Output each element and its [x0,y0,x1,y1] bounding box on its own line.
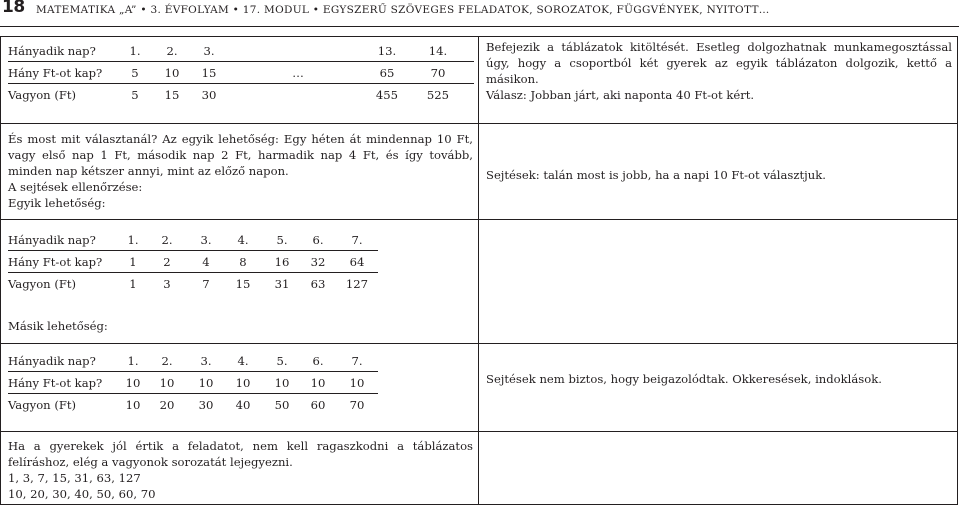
footer-text: Ha a gyerekek jól értik a feladatot, nem kell ragaszkodni a táblázatos felíráshoz, elég a vagyonok sorozatát lejegyezni. [8,439,473,469]
table-cell: 127 [336,273,378,295]
table-cell: 10 [222,372,264,394]
note-instructions: Befejezik a táblázatok kitöltését. Esetleg dolgozhatnak munkamegosztással úgy, hogy a csoportból két gyerek az egyik táblázaton dolgozik, kettő a másikon. [486,40,952,86]
table-cell: 20 [144,394,190,416]
section-divider-1 [0,123,958,124]
table-cell: 455 [372,84,402,106]
row-label: Hányadik nap? [8,43,96,58]
table-cell: 5 [120,84,150,106]
table-cell: 70 [402,62,474,84]
table-cell: 8 [222,251,264,273]
column-divider [478,36,479,505]
table-cell: 63 [300,273,336,295]
table-cell: 60 [300,394,336,416]
table-cell: 3. [203,43,215,58]
table-cell: … [224,62,372,84]
table-cell: 13. [377,43,397,58]
table-row [8,229,378,251]
table-cell: 10 [190,372,222,394]
section-divider-3 [0,343,958,344]
table-doubling [8,229,378,294]
section-divider-2 [0,219,958,220]
row-label: Hányadik nap? [8,353,96,368]
table-cell: 10 [122,394,144,416]
table-row [8,84,474,106]
row-label: Hányadik nap? [8,232,96,247]
table-cell: 10 [144,372,190,394]
table-cell: 1. [127,232,139,247]
table-cell: 15 [222,273,264,295]
table-cell: 7. [351,353,363,368]
table-cell: 10 [122,372,144,394]
table-cell: 15 [194,62,224,84]
table-cell: 50 [264,394,300,416]
table-cell: 1. [127,353,139,368]
table-cell: 7. [351,232,363,247]
table-cell: 5 [120,62,150,84]
guess-followup-note: Sejtések nem biztos, hogy beigazolódtak. Okkeresések, indoklások. [486,372,882,386]
table-cell: 10 [264,372,300,394]
sequence-doubling: 1, 3, 7, 15, 31, 63, 127 [8,471,141,485]
table-cell: 525 [402,84,474,106]
table-constant [8,350,378,415]
table-cell: 10 [300,372,336,394]
table-row [8,40,474,62]
table-cell: 1. [129,43,141,58]
table-cell: 64 [336,251,378,273]
row-label: Vagyon (Ft) [8,273,122,295]
table-cell: 40 [222,394,264,416]
table-cell: 30 [190,394,222,416]
table-cell: 65 [372,62,402,84]
table-row [8,62,474,84]
table-cell: 1 [122,251,144,273]
table-cell: 4 [190,251,222,273]
table-cell: 31 [264,273,300,295]
option1-label: Egyik lehetőség: [8,196,106,210]
table-cell: 14. [428,43,448,58]
table-row [8,372,378,394]
footer-note [8,438,473,502]
table-cell: 6. [312,353,324,368]
table-cell: 2. [166,43,178,58]
table-cell: 10 [150,62,194,84]
row-label: Vagyon (Ft) [8,394,122,416]
table-cell: 6. [312,232,324,247]
table-cell: 7 [190,273,222,295]
running-title: MATEMATIKA „A” • 3. ÉVFOLYAM • 17. MODUL • EGYSZERŰ SZÖVEGES FELADATOK, SOROZATOK, FÜGGVÉNYEK, NYITOTT… [36,4,770,16]
row-label: Hány Ft-ot kap? [8,251,122,273]
table-cell: 32 [300,251,336,273]
table-cell: 2. [161,232,173,247]
guess-note: Sejtések: talán most is jobb, ha a napi 10 Ft-ot választjuk. [486,168,826,182]
table-cell: 15 [150,84,194,106]
table-cell: 2. [161,353,173,368]
table-cell: 10 [336,372,378,394]
check-label: A sejtések ellenőrzése: [8,180,143,194]
option2-label: Másik lehetőség: [8,319,108,333]
table-week-5ft [8,40,474,105]
note-answer: Válasz: Jobban járt, aki naponta 40 Ft-ot kért. [486,88,755,102]
question-text: És most mit választanál? Az egyik lehetőség: Egy héten át mindennap 10 Ft, vagy első nap 1 Ft, második nap 2 Ft, harmadik nap 4 Ft, és így tovább, minden nap kétszer annyi, mint az előző napon. [8,132,473,178]
page-number: 18 [2,0,25,17]
table-row [8,251,378,273]
table-cell [224,40,372,62]
table-row [8,273,378,295]
row-label: Hány Ft-ot kap? [8,62,120,84]
table-cell: 3 [144,273,190,295]
table-cell: 1 [122,273,144,295]
table-row [8,394,378,416]
sequence-constant: 10, 20, 30, 40, 50, 60, 70 [8,487,156,501]
table-cell: 4. [237,232,249,247]
table-cell: 70 [336,394,378,416]
section-divider-4 [0,431,958,432]
table-cell: 3. [200,232,212,247]
table-cell: 2 [144,251,190,273]
table-row [8,350,378,372]
table-cell: 16 [264,251,300,273]
teacher-note-1 [486,39,952,103]
table-cell: 5. [276,353,288,368]
question-block [8,131,473,211]
header-rule [0,26,959,27]
table-cell: 3. [200,353,212,368]
table-cell: 5. [276,232,288,247]
row-label: Vagyon (Ft) [8,84,120,106]
row-label: Hány Ft-ot kap? [8,372,122,394]
table-cell [224,84,372,106]
table-cell: 4. [237,353,249,368]
table-cell: 30 [194,84,224,106]
